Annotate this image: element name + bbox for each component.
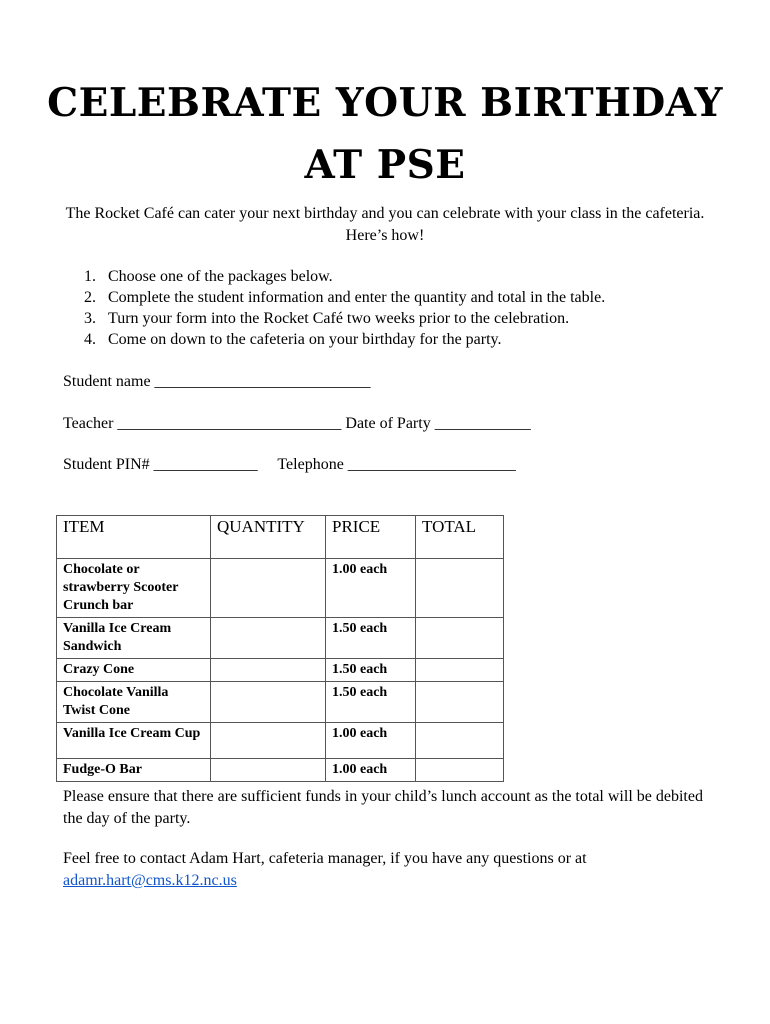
total-cell[interactable] [416,759,504,782]
header-item: ITEM [57,516,211,559]
step-text: Come on down to the cafeteria on your birthday for the party. [108,331,502,348]
item-name-cell: Crazy Cone [57,659,211,682]
document-title [0,72,770,196]
price-cell: 1.00 each [326,759,416,782]
list-item [84,266,605,287]
teacher-date-field[interactable]: Teacher ____________________________ Date of Party ____________ [63,415,531,432]
table-row [57,682,504,723]
price-cell: 1.00 each [326,559,416,618]
step-number: 3. [84,310,96,327]
table-row [57,759,504,782]
quantity-cell[interactable] [211,723,326,759]
step-text: Turn your form into the Rocket Café two weeks prior to the celebration. [108,310,570,327]
list-item [84,287,605,308]
item-name-cell: Chocolate or strawberry Scooter Crunch bar [57,559,211,618]
step-text: Complete the student information and enter the quantity and total in the table. [108,289,606,306]
quantity-cell[interactable] [211,659,326,682]
item-name-cell: Chocolate Vanilla Twist Cone [57,682,211,723]
quantity-cell[interactable] [211,618,326,659]
total-cell[interactable] [416,682,504,723]
quantity-cell[interactable] [211,682,326,723]
quantity-cell[interactable] [211,559,326,618]
total-cell[interactable] [416,723,504,759]
contact-email-link[interactable]: adamr.hart@cms.k12.nc.us [63,872,237,889]
list-item [84,308,605,329]
list-item [84,329,605,350]
order-table [56,515,504,782]
intro-paragraph: The Rocket Café can cater your next birthday and you can celebrate with your class in the cafeteria. Here’s how! [65,205,705,244]
title-line-1: CELEBRATE YOUR BIRTHDAY [47,80,723,126]
header-price: PRICE [326,516,416,559]
pin-telephone-field[interactable]: Student PIN# _____________ Telephone _____________________ [63,456,516,473]
total-cell[interactable] [416,559,504,618]
step-text: Choose one of the packages below. [108,268,333,285]
student-name-field[interactable]: Student name ___________________________ [63,373,371,390]
total-cell[interactable] [416,618,504,659]
table-row [57,723,504,759]
step-number: 2. [84,289,96,306]
table-header-row [57,516,504,559]
header-quantity: QUANTITY [211,516,326,559]
step-number: 1. [84,268,96,285]
title-line-2: AT PSE [304,142,466,188]
price-cell: 1.00 each [326,723,416,759]
table-row [57,659,504,682]
steps-list [84,266,605,350]
price-cell: 1.50 each [326,618,416,659]
item-name-cell: Fudge-O Bar [57,759,211,782]
table-row [57,559,504,618]
quantity-cell[interactable] [211,759,326,782]
price-cell: 1.50 each [326,682,416,723]
item-name-cell: Vanilla Ice Cream Cup [57,723,211,759]
funds-note: Please ensure that there are sufficient funds in your child’s lunch account as the total will be debited the day of the party. [63,788,703,827]
contact-note [63,848,713,892]
step-number: 4. [84,331,96,348]
item-name-cell: Vanilla Ice Cream Sandwich [57,618,211,659]
contact-text: Feel free to contact Adam Hart, cafeteria manager, if you have any questions or at [63,850,587,867]
table-row [57,618,504,659]
header-total: TOTAL [416,516,504,559]
price-cell: 1.50 each [326,659,416,682]
total-cell[interactable] [416,659,504,682]
